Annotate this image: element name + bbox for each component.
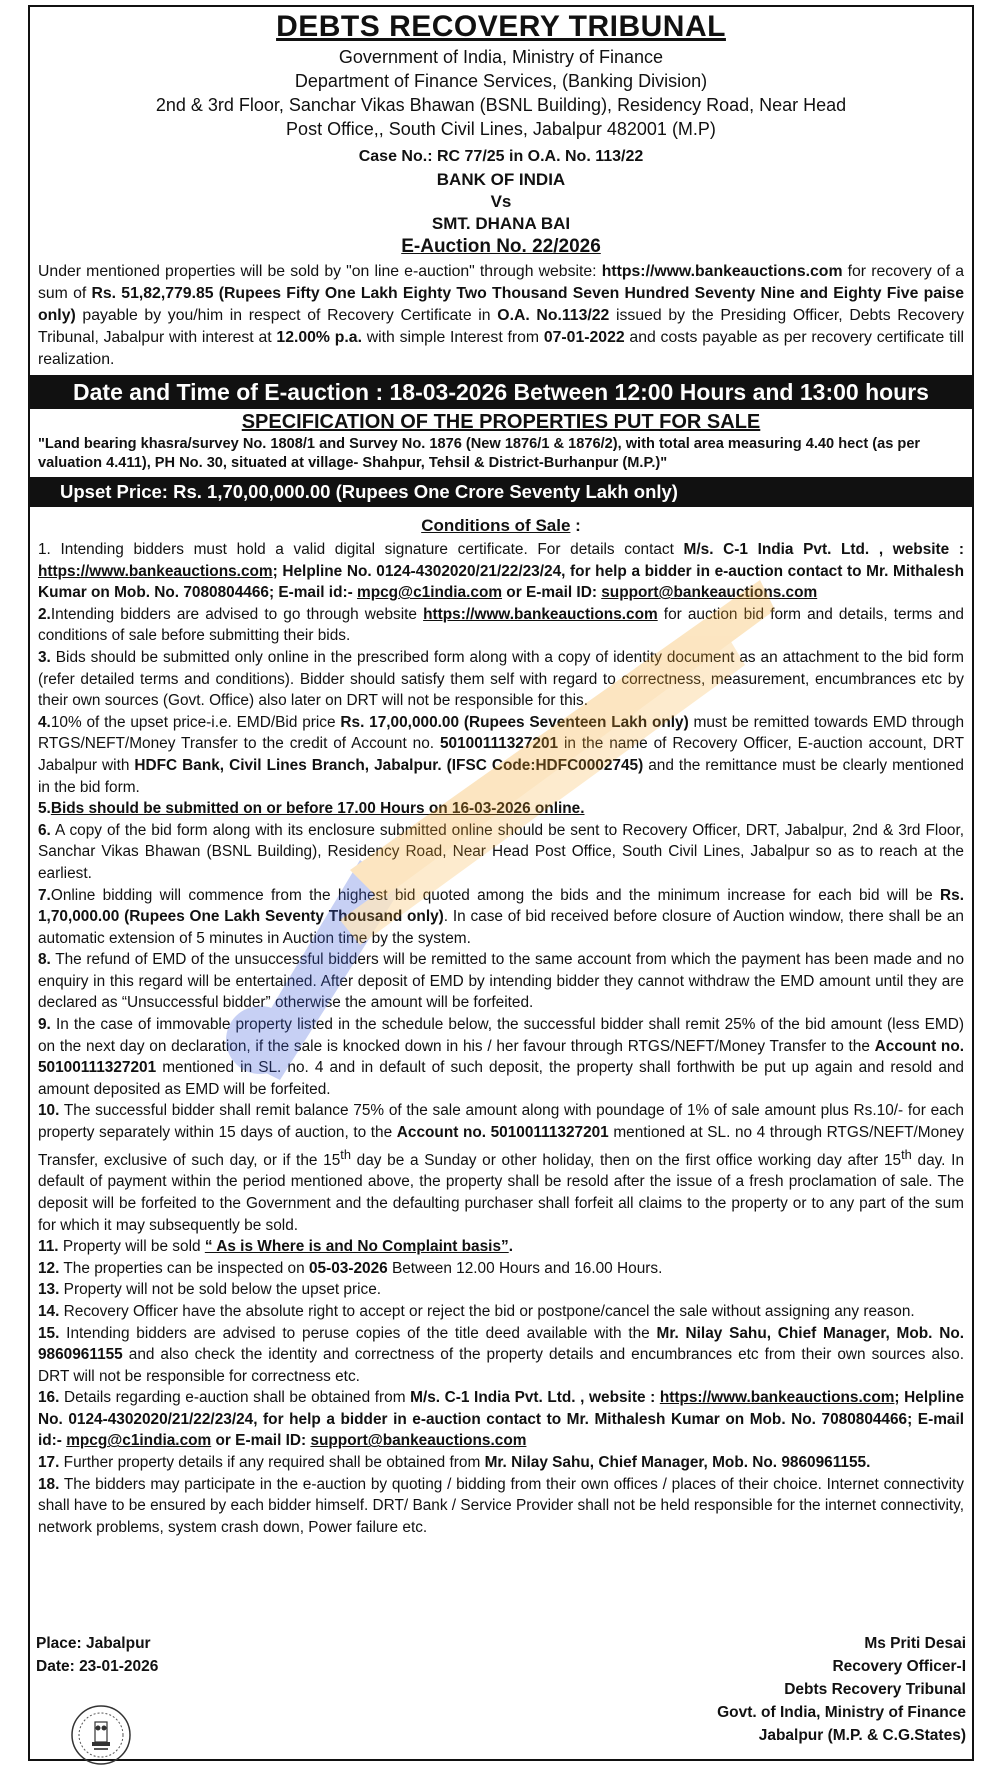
bank-details: HDFC Bank, Civil Lines Branch, Jabalpur. (IFSC Code:HDFC0002745) (134, 756, 644, 774)
contact-person: Mr. Nilay Sahu, Chief Manager, Mob. No. 9860961155. (484, 1454, 871, 1472)
upset-price-bar: Upset Price: Rs. 1,70,00,000.00 (Rupees One Crore Seventy Lakh only) (30, 477, 972, 507)
condition-number: 7. (38, 886, 51, 904)
condition-text: Bids should be submitted only online in the prescribed form along with a copy of identity document as an attachment to the bid form (refer detailed terms and conditions). Bidder should satisfy them self with regard to correctness, measurement, encumbrances etc by their own sources (Govt. Office) also later on DRT will not be responsible for this. (38, 648, 964, 710)
condition-number: 13. (38, 1281, 60, 1299)
header-line-4: Post Office,, South Civil Lines, Jabalpur 482001 (M.P) (286, 119, 716, 139)
condition-bold: M/s. C-1 India Pvt. Ltd. , website : (683, 541, 964, 558)
spec-heading: SPECIFICATION OF THE PROPERTIES PUT FOR SALE (241, 411, 761, 433)
condition-text: Intending bidders are advised to go through website (50, 605, 424, 623)
condition-bold: ; Helpline No. 0124-4302020/21/22/23/24, for help a bidder in e-auction contact to Mr. Mithalesh Kumar on Mob. No. 7080804466; E-mail id:- (38, 1389, 965, 1450)
condition-text: . In case of bid received before closure of Auction window, there shall be an automatic extension of 5 minutes in Auction time by the system. (38, 908, 964, 947)
condition-16 (38, 1387, 964, 1452)
condition-15 (38, 1323, 964, 1388)
interest-rate: 12.00% p.a. (276, 329, 362, 346)
auction-notice (28, 5, 974, 1761)
condition-number: 9. (38, 1016, 51, 1034)
condition-text: Intending bidders are advised to peruse copies of the title deed available with the (59, 1324, 657, 1342)
condition-text: The successful bidder shall remit balance 75% of the sale amount along with poundage of 1% of sale amount plus Rs.10/- for each property separately within 15 days of auction, to the (38, 1102, 964, 1142)
website-link[interactable]: https://www.bankeauctions.com (659, 1389, 895, 1407)
email-link[interactable]: support@bankeauctions.com (310, 1432, 527, 1450)
intro-text: payable by you/him in respect of Recovery Certificate in (75, 307, 498, 324)
notice-content (36, 9, 966, 1538)
recovery-amount: Rs. 51,82,779.85 (Rupees Fifty One Lakh Eighty Two Thousand Seven Hundred Seventy Nine and Eighty Five paise only) (38, 285, 964, 324)
intro-text: for recovery of a sum of (38, 263, 964, 302)
email-link[interactable]: mpcg@c1india.com (66, 1432, 212, 1450)
inspection-date: 05-03-2026 (308, 1259, 388, 1277)
place: Place: Jabalpur (36, 1635, 151, 1652)
notice-title: DEBTS RECOVERY TRIBUNAL (276, 10, 726, 43)
auction-date-bar: Date and Time of E-auction : 18-03-2026 Between 12:00 Hours and 13:00 hours (30, 375, 972, 409)
sale-basis: “ As is Where is and No Complaint basis” (204, 1238, 509, 1256)
header-line-1: Government of India, Ministry of Finance (338, 47, 664, 67)
condition-text: Details regarding e-auction shall be obtained from (59, 1389, 411, 1407)
condition-text: 1. Intending bidders must hold a valid digital signature certificate. For details contact (38, 541, 684, 558)
spec-text: "Land bearing khasra/survey No. 1808/1 and Survey No. 1876 (New 1876/1 & 1876/2), with total area measuring 4.40 hect (as per valuation 4.411), PH No. 30, situated at village- Shahpur, Tehsil & District-Burhanpur (M.P.)" (38, 436, 921, 471)
case-number: Case No.: RC 77/25 in O.A. No. 113/22 (358, 148, 644, 165)
intro-text: and costs payable as per recovery certificate till realization. (38, 329, 964, 368)
condition-18 (38, 1474, 964, 1539)
account-number: 50100111327201 (439, 735, 559, 753)
condition-number: 15. (38, 1324, 60, 1342)
condition-number: 16. (38, 1389, 60, 1407)
header-line-3: 2nd & 3rd Floor, Sanchar Vikas Bhawan (BSNL Building), Residency Road, Near Head (155, 95, 847, 115)
party-bank: BANK OF INDIA (436, 170, 566, 189)
condition-number: 18. (38, 1475, 60, 1493)
conditions-title: Conditions of Sale (421, 516, 571, 535)
condition-text: The bidders may participate in the e-auction by quoting / bidding from their own offices / places of their choice. Internet connectivity shall have to be ensured by each bidder himself. DRT/ Bank / Service Provider shall not be held responsible for the internet connectivity, network problems, system crash down, Power failure etc. (38, 1475, 964, 1536)
condition-text: Online bidding will commence from the highest bid quoted among the bids and the minimum increase for each bid will be (50, 886, 941, 904)
condition-4 (38, 712, 964, 798)
header-line-2: Department of Finance Services, (Banking Division) (294, 71, 708, 91)
condition-bold: or E-mail ID: (211, 1432, 311, 1450)
website-link[interactable]: https://www.bankeauctions.com (423, 605, 658, 623)
party-versus: Vs (490, 192, 512, 211)
condition-number: 4. (38, 713, 51, 731)
oa-number: O.A. No.113/22 (497, 307, 610, 324)
condition-12 (38, 1258, 964, 1280)
condition-9 (38, 1014, 964, 1100)
ordinal-suffix: th (901, 1146, 912, 1162)
condition-text: day be a Sunday or other holiday, then on the first office working day after 15 (350, 1151, 902, 1169)
email-link[interactable]: support@bankeauctions.com (601, 584, 818, 602)
condition-5 (38, 798, 964, 820)
condition-number: 5. (38, 800, 51, 818)
intro-text: Under mentioned properties will be sold by "on line e-auction" through website: (38, 263, 602, 280)
condition-text: must be remitted towards EMD through RTGS/NEFT/Money Transfer to the credit of Account no. (38, 713, 965, 753)
condition-text: for auction bid form and details, terms and conditions of sale before submitting their bids. (38, 605, 964, 645)
intro-website: https://www.bankeauctions.com (601, 263, 843, 280)
condition-text: The refund of EMD of the unsuccessful bidders will be remitted to the same account from which the payment has been made and no enquiry in this regard will be entertained. After deposit of EMD by intending bidder they cannot withdraw the EMD amount until they are declared as “Unsuccessful bidder” otherwise the amount will be forfeited. (38, 951, 964, 1012)
place-date-block (36, 1632, 158, 1678)
email-link[interactable]: mpcg@c1india.com (357, 584, 503, 602)
condition-text: mentioned in SL. no. 4 and in default of such deposit, the property shall forthwith be put up again and resold and amount deposited as EMD will be forfeited. (38, 1059, 964, 1098)
condition-number: 12. (38, 1259, 60, 1277)
condition-bold: ; Helpline No. 0124-4302020/21/22/23/24, for help a bidder in e-auction contact to Mr. Mithalesh Kumar on Mob. No. 7080804466; E-mail id:- (38, 562, 964, 602)
notice-header (36, 9, 966, 259)
condition-1 (38, 539, 964, 604)
bid-increment: Rs. 1,70,000.00 (Rupees One Lakh Seventy Thousand only) (38, 886, 964, 926)
signatory-name: Ms Priti Desai (864, 1635, 966, 1652)
condition-number: 3. (38, 648, 51, 666)
condition-text: The properties can be inspected on (59, 1259, 309, 1277)
signatory-block (717, 1632, 966, 1747)
contact-person: Mr. Nilay Sahu, Chief Manager, Mob. No. 9860961155 (38, 1324, 964, 1364)
condition-17 (38, 1452, 964, 1474)
condition-number: 6. (38, 821, 51, 839)
condition-number: 17. (38, 1454, 60, 1472)
condition-text: 10% of the upset price-i.e. EMD/Bid price (50, 713, 341, 731)
condition-number: 2. (38, 605, 51, 623)
condition-text: A copy of the bid form along with its enclosure submitted online should be sent to Recovery Officer, DRT, Jabalpur, 2nd & 3rd Floor, Sanchar Vikas Bhawan (BSNL Building), Residency Road, Near Head Post Office, South Civil Lines, Jabalpur so as to reach at the earliest. (38, 821, 964, 882)
condition-text: Between 12.00 Hours and 16.00 Hours. (387, 1259, 663, 1277)
condition-bold: or E-mail ID: (502, 584, 602, 602)
condition-2 (38, 604, 964, 647)
auction-number: E-Auction No. 22/2026 (401, 236, 601, 257)
condition-text: day. In default of payment within the period mentioned above, the property shall be resold after the issue of a fresh proclamation of sale. The deposit will be forfeited to the Government and the defaulting purchaser shall forfeit all claims to the property or to any part of the sum for which it may subsequently be sold. (38, 1151, 964, 1234)
condition-number: 14. (38, 1302, 60, 1320)
condition-number: 10. (38, 1102, 60, 1120)
signatory-jurisdiction: Jabalpur (M.P. & C.G.States) (758, 1727, 966, 1744)
condition-text: in the name of Recovery Officer, E-auction account, DRT Jabalpur with (38, 735, 964, 774)
party-borrower: SMT. DHANA BAI (431, 214, 571, 233)
signatory-ministry: Govt. of India, Ministry of Finance (717, 1704, 966, 1721)
condition-bold: M/s. C-1 India Pvt. Ltd. , website : (410, 1389, 660, 1407)
condition-text: Property will be sold (58, 1238, 205, 1256)
intro-text: issued by the Presiding Officer, Debts Recovery Tribunal, Jabalpur with interest at (38, 307, 964, 346)
official-seal-icon (70, 1704, 132, 1766)
signatory-office: Debts Recovery Tribunal (784, 1681, 966, 1698)
intro-paragraph (38, 261, 964, 371)
condition-text: mentioned at SL. no 4 through RTGS/NEFT/Money Transfer, exclusive of such day, or if the 15 (38, 1124, 965, 1169)
condition-text: . (508, 1238, 513, 1256)
condition-text: Recovery Officer have the absolute right to accept or reject the bid or postpone/cancel the sale without assigning any reason. (59, 1302, 915, 1320)
condition-10 (38, 1100, 964, 1236)
condition-14 (38, 1301, 964, 1323)
website-link[interactable]: https://www.bankeauctions.com (38, 562, 273, 580)
condition-text: and also check the identity and correctness of the property details and encumbrances etc from their own sources also. DRT will not be responsible for correctness etc. (38, 1346, 964, 1385)
interest-from-date: 07-01-2022 (543, 329, 625, 346)
condition-text: Further property details if any required shall be obtained from (59, 1454, 485, 1472)
conditions-list (38, 539, 964, 1538)
emd-amount: Rs. 17,00,000.00 (Rupees Seventeen Lakh only) (340, 713, 689, 731)
condition-number: 11. (38, 1238, 59, 1256)
condition-7 (38, 885, 964, 950)
condition-text: and the remittance must be clearly mentioned in the bid form. (38, 756, 964, 796)
intro-text: with simple Interest from (361, 329, 544, 346)
condition-text: Property will not be sold below the upset price. (59, 1281, 382, 1299)
condition-8 (38, 949, 964, 1014)
ordinal-suffix: th (340, 1146, 351, 1162)
conditions-colon: : (570, 516, 581, 535)
bid-deadline: Bids should be submitted on or before 17.00 Hours on 16-03-2026 online. (50, 800, 585, 818)
account-number: Account no. 50100111327201 (396, 1124, 609, 1142)
date: Date: 23-01-2026 (36, 1658, 159, 1675)
condition-6 (38, 820, 964, 885)
signatory-designation: Recovery Officer-I (832, 1658, 966, 1675)
condition-11 (38, 1236, 964, 1258)
condition-3 (38, 647, 964, 712)
conditions-heading (36, 513, 966, 539)
condition-number: 8. (38, 951, 51, 969)
condition-text: In the case of immovable property listed in the schedule below, the successful bidder shall remit 25% of the bid amount (less EMD) on the next day on declaration, if the sale is knocked down in his / her favour through RTGS/NEFT/Money Transfer to the (38, 1016, 964, 1055)
condition-13 (38, 1279, 964, 1301)
account-number: Account no. 50100111327201 (38, 1037, 964, 1077)
